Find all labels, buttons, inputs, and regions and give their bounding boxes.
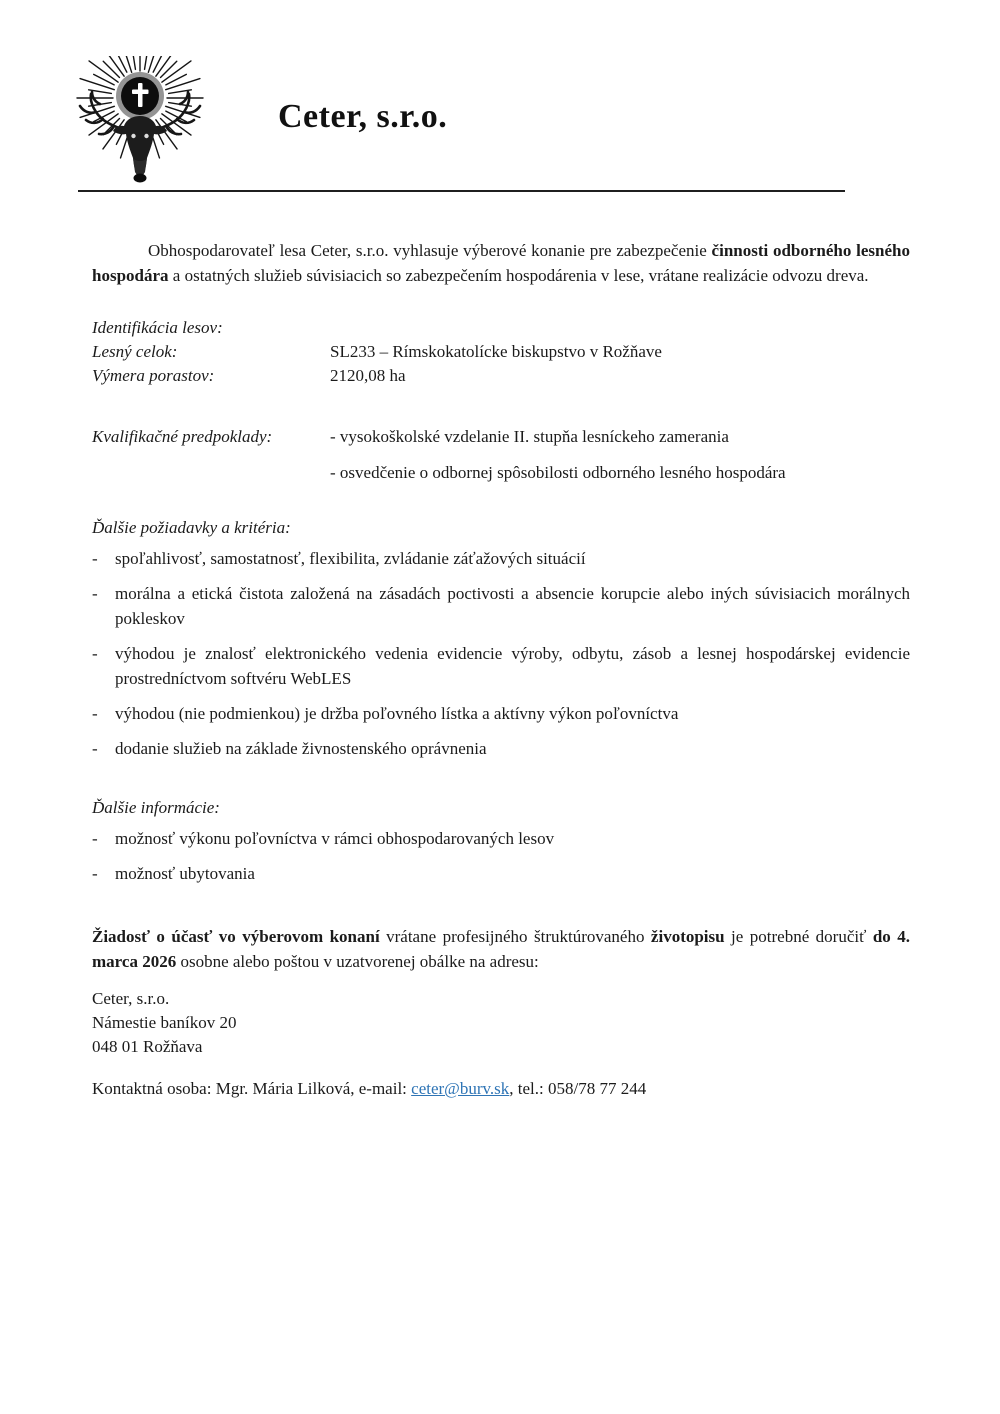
list-item	[92, 701, 910, 726]
intro-bold: činnosti odborného lesného hospodára	[92, 241, 910, 285]
requirement-item-text: výhodou (nie podmienkou) je držba poľovného lístka a aktívny výkon poľovníctva	[115, 704, 679, 723]
dash-marker: -	[92, 644, 98, 663]
stand-area-label: Výmera porastov:	[92, 366, 215, 385]
dash-marker: -	[92, 739, 98, 758]
forest-unit-label: Lesný celok:	[92, 342, 178, 361]
requirements-heading: Ďalšie požiadavky a kritéria:	[92, 518, 291, 537]
list-item	[92, 736, 910, 761]
qualification-item-2: - osvedčenie o odbornej spôsobilosti odborného lesného hospodára	[330, 463, 786, 482]
requirements-list	[92, 546, 910, 761]
list-item	[92, 861, 910, 886]
qualification-item-1: - vysokoškolské vzdelanie II. stupňa lesníckeho zamerania	[330, 427, 729, 446]
requirement-item-text: morálna a etická čistota založená na zásadách poctivosti a absencie korupcie alebo iných súvisiacich morálnych pokleskov	[115, 584, 910, 628]
info-heading: Ďalšie informácie:	[92, 798, 220, 817]
list-item	[92, 641, 910, 691]
identification-heading: Identifikácia lesov:	[92, 318, 223, 337]
address-line-company: Ceter, s.r.o.	[92, 989, 170, 1008]
qualifications-section	[92, 424, 910, 485]
requirement-item-text: výhodou je znalosť elektronického vedenia evidencie výroby, odbytu, zásob a lesnej hospodárskej evidencie prostredníctvom softvéru WebLES	[115, 644, 910, 688]
application-text-4: osobne alebo poštou v uzatvorenej obálke na adresu:	[176, 952, 539, 971]
dash-marker: -	[92, 549, 98, 568]
contact-prefix: Kontaktná osoba: Mgr. Mária Lilková, e-mail:	[92, 1079, 412, 1098]
forest-identification-section	[92, 316, 910, 388]
dash-marker: -	[92, 864, 98, 883]
intro-paragraph	[92, 238, 910, 288]
info-item-text: možnosť ubytovania	[115, 864, 255, 883]
application-text-2: vrátane profesijného štruktúrovaného	[379, 927, 651, 946]
list-item	[92, 826, 910, 851]
requirement-item-text: spoľahlivosť, samostatnosť, flexibilita, zvládanie záťažových situácií	[115, 549, 586, 568]
company-logo	[70, 56, 210, 196]
application-bold-3: do 4. marca 2026	[92, 927, 910, 971]
company-name: Ceter, s.r.o.	[278, 98, 448, 135]
application-bold-2: životopisu	[650, 927, 725, 946]
contact-email-link[interactable]: ceter@burv.sk	[411, 1079, 510, 1098]
dash-marker: -	[92, 704, 98, 723]
qualifications-label: Kvalifikačné predpoklady:	[92, 427, 273, 446]
stand-area-value: 2120,08 ha	[330, 366, 406, 385]
address-line-city: 048 01 Rožňava	[92, 1037, 203, 1056]
application-bold-1: Žiadosť o účasť vo výberovom konaní	[92, 927, 380, 946]
list-item	[92, 546, 910, 571]
contact-line	[92, 1076, 910, 1101]
info-list	[92, 826, 910, 886]
application-paragraph	[92, 924, 910, 974]
header-divider	[78, 190, 845, 192]
intro-text-1: Obhospodarovateľ lesa Ceter, s.r.o. vyhlasuje výberové konanie pre zabezpečenie	[148, 241, 712, 260]
list-item	[92, 581, 910, 631]
intro-text-2: a ostatných služieb súvisiacich so zabezpečením hospodárenia v lese, vrátane realizácie odvozu dreva.	[168, 266, 869, 285]
info-item-text: možnosť výkonu poľovníctva v rámci obhospodarovaných lesov	[115, 829, 555, 848]
letterhead	[70, 56, 910, 196]
requirement-item-text: dodanie služieb na základe živnostenského oprávnenia	[115, 739, 487, 758]
dash-marker: -	[92, 829, 98, 848]
identification-row	[92, 340, 910, 364]
qualifications-row	[92, 460, 910, 485]
address-line-street: Námestie baníkov 20	[92, 1013, 237, 1032]
dash-marker: -	[92, 584, 98, 603]
postal-address	[92, 987, 910, 1059]
qualifications-row	[92, 424, 910, 449]
identification-row	[92, 364, 910, 388]
forest-unit-value: SL233 – Rímskokatolícke biskupstvo v Rožňave	[330, 342, 662, 361]
deer-cross-sunburst-icon	[70, 56, 210, 196]
application-text-3: je potrebné doručiť	[724, 927, 873, 946]
contact-suffix: , tel.: 058/78 77 244	[509, 1079, 647, 1098]
